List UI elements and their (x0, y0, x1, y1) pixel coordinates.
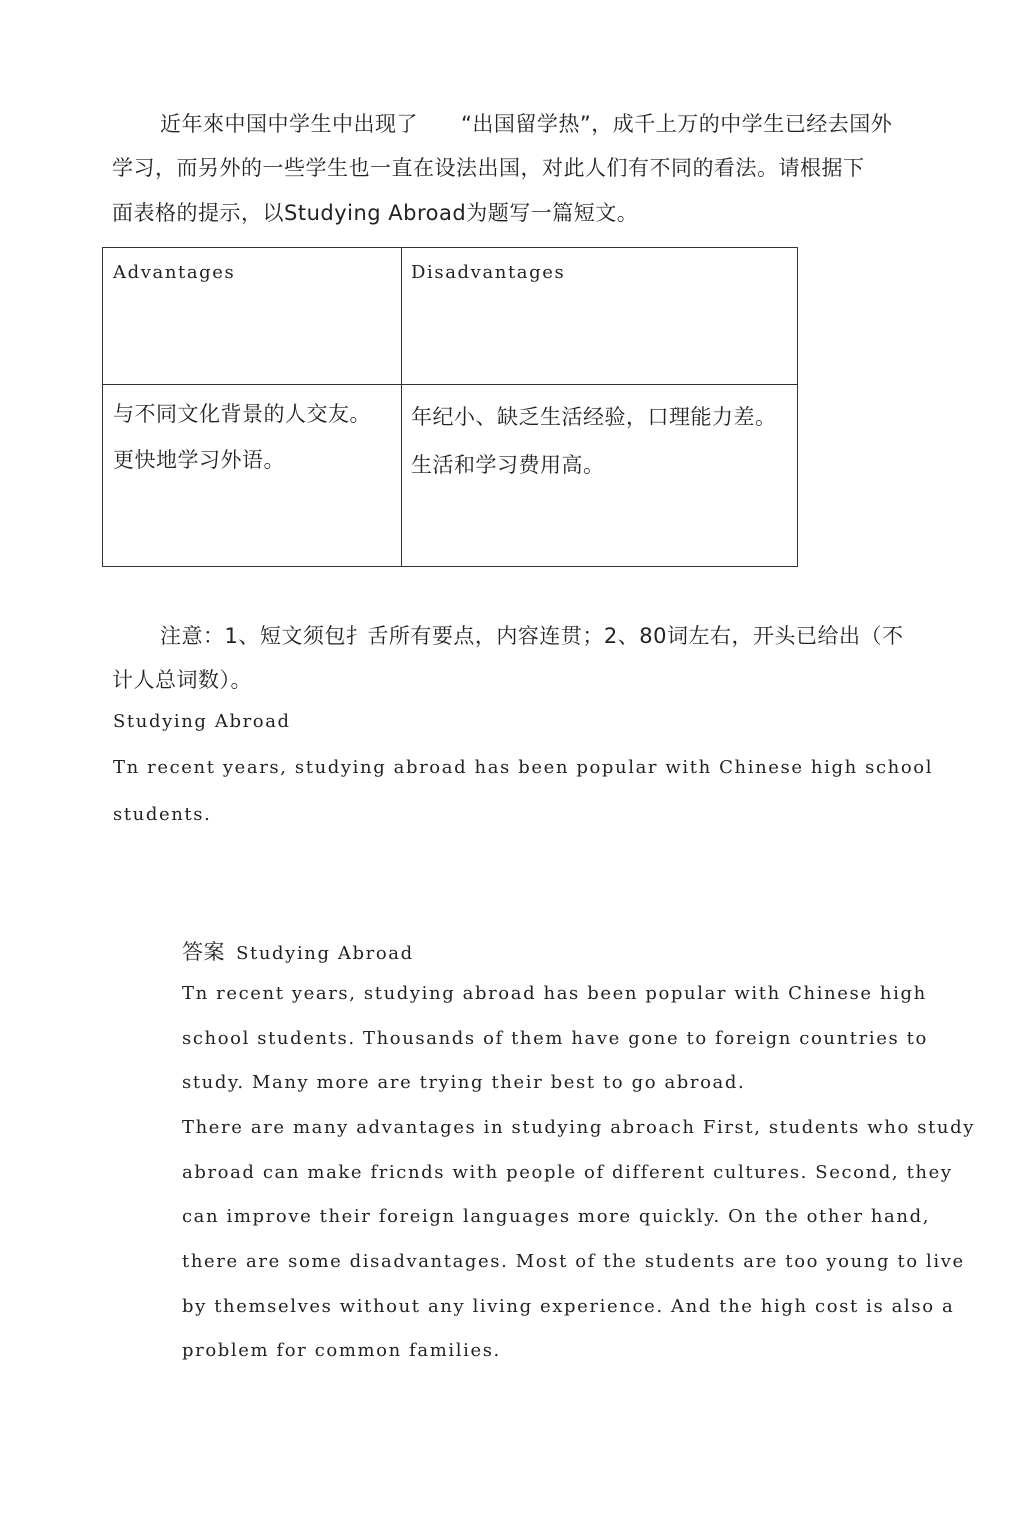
prompt-line: 学习，而另外的一些学生也一直在设法出国，对此人们有不同的看法。请根据下 (112, 156, 865, 180)
answer-line: Tn recent years, studying abroad has been popular with Chinese high (182, 983, 927, 1004)
prompt-line: 面表格的提示，以Studying Abroad为题写一篇短文。 (112, 201, 639, 225)
essay-intro-line: students. (113, 804, 212, 825)
answer-line: abroad can make fricnds with people of different cultures. Second, they (182, 1162, 953, 1183)
answer-title: Studying Abroad (236, 943, 414, 964)
answer-line: study. Many more are trying their best to go abroad. (182, 1072, 746, 1093)
note-line: 计人总词数）。 (112, 668, 252, 692)
note-line: 注意：1、短文须包扌舌所有要点，内容连贯；2、80词左右，开头已给出（不 (160, 624, 904, 648)
answer-line: school students. Thousands of them have gone to foreign countries to (182, 1028, 928, 1049)
disadvantage-item: 生活和学习费用高。 (411, 453, 605, 477)
essay-intro-line: Tn recent years, studying abroad has been popular with Chinese high school (113, 757, 934, 778)
disadvantage-item: 年纪小、缺乏生活经验，口理能力差。 (411, 405, 777, 429)
answer-line: by themselves without any living experience. And the high cost is also a (182, 1296, 955, 1317)
table-row-divider (103, 384, 797, 385)
answer-line: There are many advantages in studying abroach First, students who study (182, 1117, 976, 1138)
advantage-item: 与不同文化背景的人交友。 (113, 402, 371, 426)
answer-line: there are some disadvantages. Most of the students are too young to live (182, 1251, 965, 1272)
advantage-item: 更快地学习外语。 (113, 448, 285, 472)
answer-line: problem for common families. (182, 1340, 501, 1361)
answer-heading (182, 936, 414, 966)
hints-table (102, 247, 798, 567)
table-column-divider (401, 248, 402, 566)
disadvantages-header: Disadvantages (411, 262, 566, 283)
prompt-line: 近年來中国中学生中出现了 “出国留学热”，成千上万的中学生已经去国外 (160, 112, 893, 136)
essay-title: Studying Abroad (113, 711, 291, 732)
advantages-header: Advantages (113, 262, 236, 283)
answer-label: 答案 (182, 940, 225, 964)
answer-line: can improve their foreign languages more quickly. On the other hand, (182, 1206, 931, 1227)
